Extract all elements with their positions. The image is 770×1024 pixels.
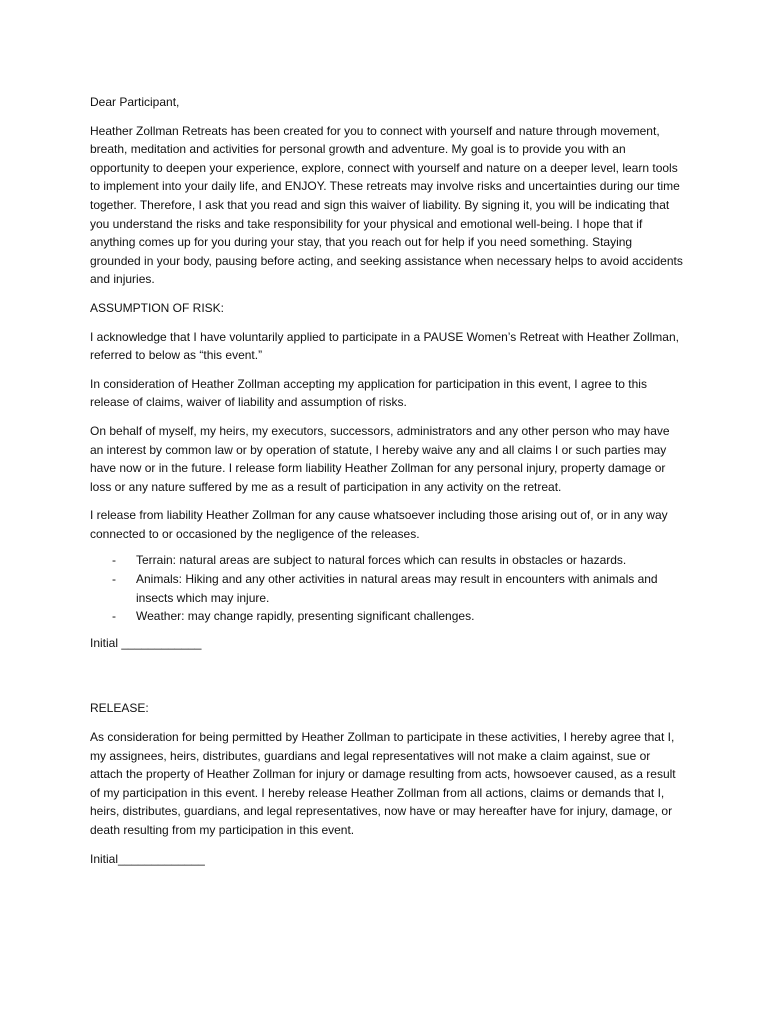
risk-animals-text: Animals: Hiking and any other activities in natural areas may result in encounters with animals and insects which may injure. xyxy=(136,572,658,605)
salutation: Dear Participant, xyxy=(90,95,180,109)
risk-weather-text: Weather: may change rapidly, presenting significant challenges. xyxy=(136,609,475,624)
risk-terrain-text: Terrain: natural areas are subject to natural forces which can results in obstacles or hazards. xyxy=(136,553,627,568)
assumption-initial-field[interactable]: Initial ____________ xyxy=(90,635,202,650)
release-paragraph: As consideration for being permitted by Heather Zollman to participate in these activities, I hereby agree that I, my assignees, heirs, distributes, guardians and legal representatives will not make a claim against, sue or attach the property of Heather Zollman for injury or damage resulting from acts, howsoever caused, as a result of my participation in this event. I hereby release Heather Zollman from all actions, claims or demands that I, heirs, distributes, guardians, and legal representatives, now have or may hereafter have for injury, damage, or death resulting from my participation in this event. xyxy=(90,730,676,837)
intro-paragraph: Heather Zollman Retreats has been created for you to connect with yourself and nature through movement, breath, meditation and activities for personal growth and adventure. My goal is to provide you with an opportunity to deepen your experience, explore, connect with yourself and nature on a deeper level, learn tools to implement into your daily life, and ENJOY. These retreats may involve risks and uncertainties during our time together. Therefore, I ask that you read and sign this waiver of liability. By signing it, you will be indicating that you understand the risks and take responsibility for your physical and emotional well-being. I hope that if anything comes up for you during your stay, that you reach out for help if you need something. Staying grounded in your body, pausing before acting, and seeking assistance when necessary helps to avoid accidents and injuries. xyxy=(90,123,683,287)
waiver-paragraph: On behalf of myself, my heirs, my executors, successors, administrators and any other person who may have an interest by common law or by operation of statute, I hereby waive any and all claims I or such parties may have now or in the future. I release form liability Heather Zollman for any personal injury, property damage or loss or any nature suffered by me as a result of participation in any activity on the retreat. xyxy=(90,423,670,494)
acknowledgement-paragraph: I acknowledge that I have voluntarily applied to participate in a PAUSE Women’s Retreat with Heather Zollman, referred to below as “this event.” xyxy=(90,329,679,363)
list-item xyxy=(90,570,685,607)
bullet-dash: - xyxy=(112,609,116,624)
assumption-of-risk-heading: ASSUMPTION OF RISK: xyxy=(90,300,225,315)
consideration-paragraph: In consideration of Heather Zollman accepting my application for participation in this event, I agree to this release of claims, waiver of liability and assumption of risks. xyxy=(90,376,647,410)
list-item xyxy=(90,551,685,570)
bullet-dash: - xyxy=(112,553,116,568)
bullet-dash: - xyxy=(112,572,116,587)
release-heading: RELEASE: xyxy=(90,701,149,716)
liability-release-paragraph: I release from liability Heather Zollman for any cause whatsoever including those arising out of, or in any way connected to or occasioned by the negligence of the releases. xyxy=(90,508,668,541)
list-item xyxy=(90,607,685,626)
risk-list xyxy=(90,551,685,625)
section-spacer xyxy=(90,662,685,699)
waiver-document xyxy=(90,93,685,878)
release-initial-field[interactable]: Initial_____________ xyxy=(90,851,205,866)
